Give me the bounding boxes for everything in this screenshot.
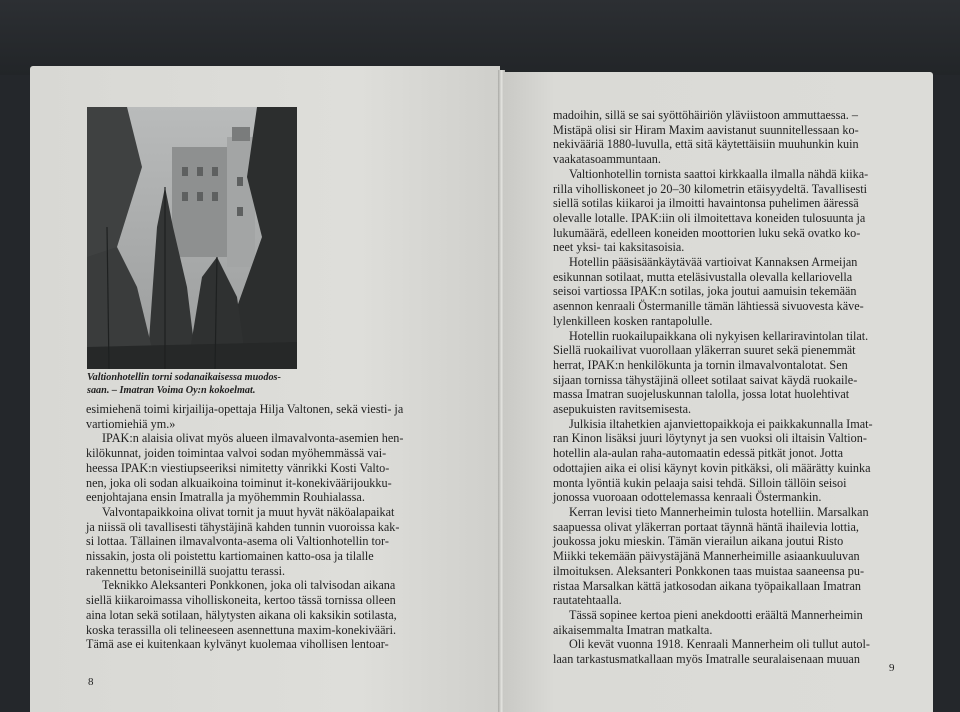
text-line: sijaan tornissa tähystäjinä olleet sotilaat saivat käydä ruokaile- xyxy=(553,372,858,387)
text-line: Julkisia iltahetkien ajanviettopaikkoja ei paikkakunnalla Imat- xyxy=(569,416,873,431)
text-line: jonossa vuoroaan odottelemassa kenraali Östermankin. xyxy=(553,490,822,505)
caption-line: Valtionhotellin torni sodanaikaisessa muodos- xyxy=(87,372,281,383)
text-line: aikaisemmalta Imatran matkalta. xyxy=(553,622,713,637)
dark-background xyxy=(0,0,960,75)
text-line: ristaa Marsalkan kättä jatkosodan aikana työpaikallaan Imatran xyxy=(553,578,861,593)
right-page-body-text xyxy=(553,108,909,667)
text-line: siellä sotilas kiikaroi ja ilmoitti havaintonsa puhelimen ääressä xyxy=(553,196,859,211)
text-line: Tämä ase ei kuitenkaan kylvänyt kuolemaa vihollisen lentoar- xyxy=(86,637,389,652)
text-line: si lottaa. Tällainen ilmavalvonta-asema oli Valtionhotellin tor- xyxy=(86,534,389,549)
text-line: nissakin, josta oli poistettu kartiomainen katto-osa ja tilalle xyxy=(86,549,374,564)
text-line: laan tarkastusmatkallaan myös Imatralle seuralaisenaan muuan xyxy=(553,652,860,667)
text-line: rakennettu betoniseinillä suojattu terassi. xyxy=(86,563,286,578)
text-line: hotellin ala-aulan raha-automaatin edessä pitkät jonot. Jotta xyxy=(553,446,844,461)
text-line: rautatehtaalla. xyxy=(553,593,622,608)
page-number: 8 xyxy=(88,676,94,688)
text-line: aina lotan sekä sotilaan, hälytysten aikana oli kaksikin sotilasta, xyxy=(86,607,397,622)
left-page xyxy=(30,66,500,712)
page-number: 9 xyxy=(889,662,895,674)
text-line: nekivääriä 1880-luvulla, että sitä käytettäisiin muuhunkin kuin xyxy=(553,137,859,152)
text-line: neet yksi- tai kaksitasoisia. xyxy=(553,240,685,255)
text-line: Miikki tekemään päivystäjänä Mannerheimille asiaankuuluvan xyxy=(553,549,860,564)
text-line: joukossa joku mieskin. Tämän vierailun aikana joutui Risto xyxy=(553,534,844,549)
text-line: heessa IPAK:n viestiupseeriksi nimitetty vänrikki Kosti Valto- xyxy=(86,460,390,475)
text-line: madoihin, sillä se sai syöttöhäiriön yläviistoon ammuttaessa. – xyxy=(553,108,858,122)
text-line: Siellä ruokailivat vuorollaan yläkerran suuret sekä pienemmät xyxy=(553,343,856,358)
text-line: Teknikko Aleksanteri Ponkkonen, joka oli talvisodan aikana xyxy=(102,578,396,593)
text-line: Kerran levisi tieto Mannerheimin tulosta hotelliin. Marsalkan xyxy=(569,504,869,519)
text-line: herrat, IPAK:n henkilökunta ja tornin ilmavalvontalotat. Sen xyxy=(553,357,848,372)
text-line: eenjohtajana ensin Imatralla ja myöhemmin Rouhialassa. xyxy=(86,490,365,505)
text-line: seisoi vartiossa IPAK:n sotilas, joka joutui aamuisin tekemään xyxy=(553,284,857,299)
text-line: Valvontapaikkoina olivat tornit ja muut hyvät näköalapaikat xyxy=(102,504,395,519)
right-page xyxy=(503,72,933,712)
caption-line: saan. – Imatran Voima Oy:n kokoelmat. xyxy=(87,384,256,396)
text-line: saapuessa olivat yläkerran portaat täynnä häntä ihailevia lottia, xyxy=(553,519,859,534)
text-line: vaakatasoammuntaan. xyxy=(553,152,661,167)
text-line: Mistäpä olisi sir Hiram Maxim aavistanut suunnitellessaan ko- xyxy=(553,122,859,137)
text-line: asepukuisten ravitsemisesta. xyxy=(553,402,692,417)
photo-caption xyxy=(87,372,302,397)
text-line: siellä kiikaroimassa viholliskoneita, kertoo tässä tornissa olleen xyxy=(86,593,396,608)
text-line: lukumäärä, edelleen koneiden moottorien luku sekä ovatko ko- xyxy=(553,225,861,240)
text-line: ja niissä oli tavallisesti tähystäjinä kahden tunnin vuoroissa kak- xyxy=(86,519,400,534)
text-line: ilmoituksen. Aleksanteri Ponkkonen taas muistaa saaneensa pu- xyxy=(553,563,865,578)
text-line: ran Kinon lisäksi juuri löytynyt ja sen vuoksi oli iltaisin Valtion- xyxy=(553,431,867,446)
text-line: Hotellin pääsisäänkäytävää vartioivat Kannaksen Armeijan xyxy=(569,255,858,270)
text-line: Valtionhotellin tornista saattoi kirkkaalla ilmalla nähdä kiika- xyxy=(569,166,869,181)
text-line: monta lyöntiä kukin pelaaja saisi tehdä. Silloin tällöin seisoi xyxy=(553,475,847,490)
text-line: vartiomiehiä ym.» xyxy=(86,416,176,431)
text-line: nen, joka oli sodan alkuaikoina toiminut it-konekiväärijoukku- xyxy=(86,475,392,490)
text-line: massa Imatran suojeluskunnan talolla, jossa lotat huolehtivat xyxy=(553,387,850,402)
text-line: rilla viholliskoneet jo 20–30 kilometrin etäisyydeltä. Tavallisesti xyxy=(553,181,868,196)
text-line: IPAK:n alaisia olivat myös alueen ilmavalvonta-asemien hen- xyxy=(102,431,404,446)
text-line: kilökunnat, joiden toimintaa valvoi sodan myöhemmässä vai- xyxy=(86,446,387,461)
text-line: Hotellin ruokailupaikkana oli nykyisen kellariravintolan tilat. xyxy=(569,328,869,343)
tower-photo-image xyxy=(87,107,297,369)
text-line: Oli kevät vuonna 1918. Kenraali Mannerheim oli tullut autol- xyxy=(569,637,870,652)
text-line: esikunnan sotilaat, mutta eteläsivustalla olevalla kellariovella xyxy=(553,269,853,284)
text-line: Tässä sopinee kertoa pieni anekdootti eräältä Mannerheimin xyxy=(569,607,863,622)
text-line: koska terassilla oli telineeseen asennettuna maxim-konekivääri. xyxy=(86,622,396,637)
text-line: asennon kenraali Östermanille tämän lähtiessä sivuovesta käve- xyxy=(553,299,864,314)
text-line: esimiehenä toimi kirjailija-opettaja Hilja Valtonen, sekä viesti- ja xyxy=(86,402,404,416)
left-page-body-text xyxy=(86,402,500,652)
text-line: lylenkilleen kosken rantapolulle. xyxy=(553,313,713,328)
text-line: odottajien aika ei olisi käynyt kovin pitkäksi, oli määrätty kuinka xyxy=(553,460,871,475)
tower-photo xyxy=(87,107,297,369)
text-line: olevalle lotalle. IPAK:iin oli ilmoitettava koneiden tulosuunta ja xyxy=(553,210,866,225)
